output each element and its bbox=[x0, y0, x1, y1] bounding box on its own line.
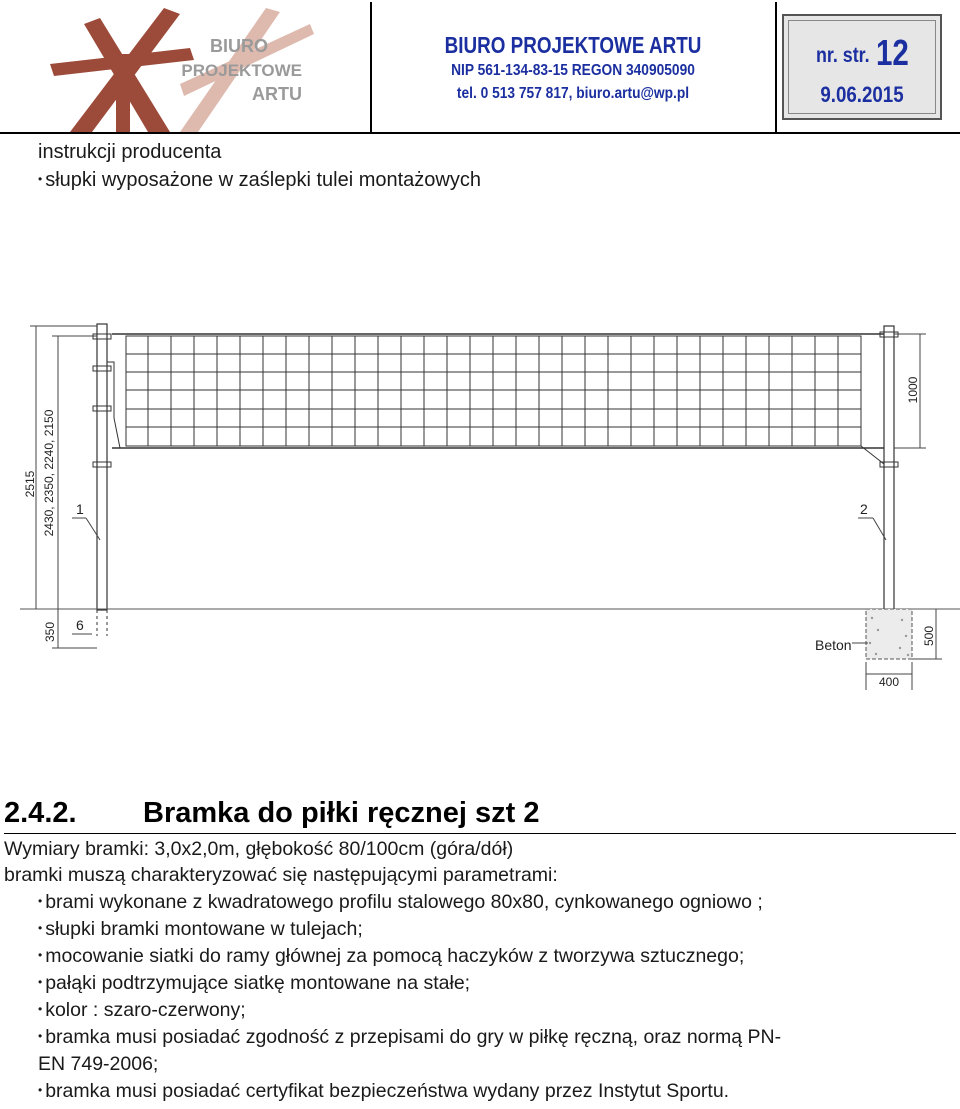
post-1-label: 1 bbox=[76, 501, 84, 517]
concrete-foundation bbox=[866, 609, 912, 659]
dim-net-label: 1000 bbox=[906, 376, 920, 404]
spec-bullet-5: • kolor : szaro-czerwony; bbox=[38, 999, 246, 1022]
dimension-lines bbox=[30, 326, 942, 690]
net-grid bbox=[112, 334, 884, 464]
logo-text-1: BIURO bbox=[210, 36, 268, 56]
post-right bbox=[880, 326, 898, 658]
section-rule bbox=[4, 833, 956, 834]
post-left bbox=[93, 324, 120, 636]
spec-bullet-4: • pałąki podtrzymujące siatkę montowane na stałe; bbox=[38, 972, 470, 995]
section-title: Bramka do piłki ręcznej szt 2 bbox=[143, 797, 540, 829]
spec-bullet-6: • bramka musi posiadać zgodność z przepisami do gry w piłkę ręczną, oraz normą PN- bbox=[38, 1026, 781, 1049]
dim-foundation-depth-label: 500 bbox=[922, 625, 936, 647]
post-2-label: 2 bbox=[860, 501, 868, 517]
dim-foundation-width-label: 400 bbox=[878, 675, 900, 689]
company-name: BIURO PROJEKTOWE ARTU bbox=[444, 32, 702, 58]
page-info-box bbox=[782, 14, 942, 120]
spec-bullet-6-continuation: EN 749-2006; bbox=[38, 1053, 159, 1075]
header-divider-right bbox=[775, 2, 777, 132]
spec-bullet-2: • słupki bramki montowane w tulejach; bbox=[38, 918, 363, 941]
sleeve-label: 6 bbox=[76, 617, 84, 633]
page-number-label: nr. str. bbox=[816, 44, 870, 67]
company-nip: NIP 561-134-83-15 REGON 340905090 bbox=[451, 62, 695, 79]
spec-bullet-7: • bramka musi posiadać certyfikat bezpieczeństwa wydany przez Instytut Sportu. bbox=[38, 1080, 729, 1103]
concrete-label: Beton bbox=[815, 637, 852, 653]
logo-text-2: PROJEKTOWE bbox=[181, 61, 302, 80]
dim-heights-label: 2430, 2350, 2240, 2150 bbox=[42, 409, 56, 537]
dim-anchor-label: 350 bbox=[43, 621, 57, 643]
spec-bullet-1: • brami wykonane z kwadratowego profilu stalowego 80x80, cynkowanego ogniowo ; bbox=[38, 891, 763, 914]
spec-line-2: bramki muszą charakteryzować się następującymi parametrami: bbox=[4, 864, 558, 886]
spec-bullet-3: • mocowanie siatki do ramy głównej za pomocą haczyków z tworzywa sztucznego; bbox=[38, 945, 744, 968]
page-number: 12 bbox=[876, 32, 909, 73]
volleyball-net-drawing bbox=[0, 318, 960, 698]
spec-line-1: Wymiary bramki: 3,0x2,0m, głębokość 80/100cm (góra/dół) bbox=[4, 838, 514, 860]
dim-total-label: 2515 bbox=[23, 470, 37, 498]
company-logo bbox=[30, 4, 370, 132]
logo-text-3: ARTU bbox=[252, 84, 302, 104]
header-bottom-rule bbox=[0, 132, 960, 134]
intro-line-1: instrukcji producenta bbox=[38, 141, 222, 163]
page-header bbox=[0, 0, 960, 134]
document-date: 9.06.2015 bbox=[820, 82, 904, 107]
section-number: 2.4.2. bbox=[4, 797, 77, 829]
header-divider-left bbox=[370, 2, 372, 132]
intro-line-2: • słupki wyposażone w zaślepki tulei montażowych bbox=[38, 169, 481, 192]
company-contact: tel. 0 513 757 817, biuro.artu@wp.pl bbox=[456, 85, 690, 102]
